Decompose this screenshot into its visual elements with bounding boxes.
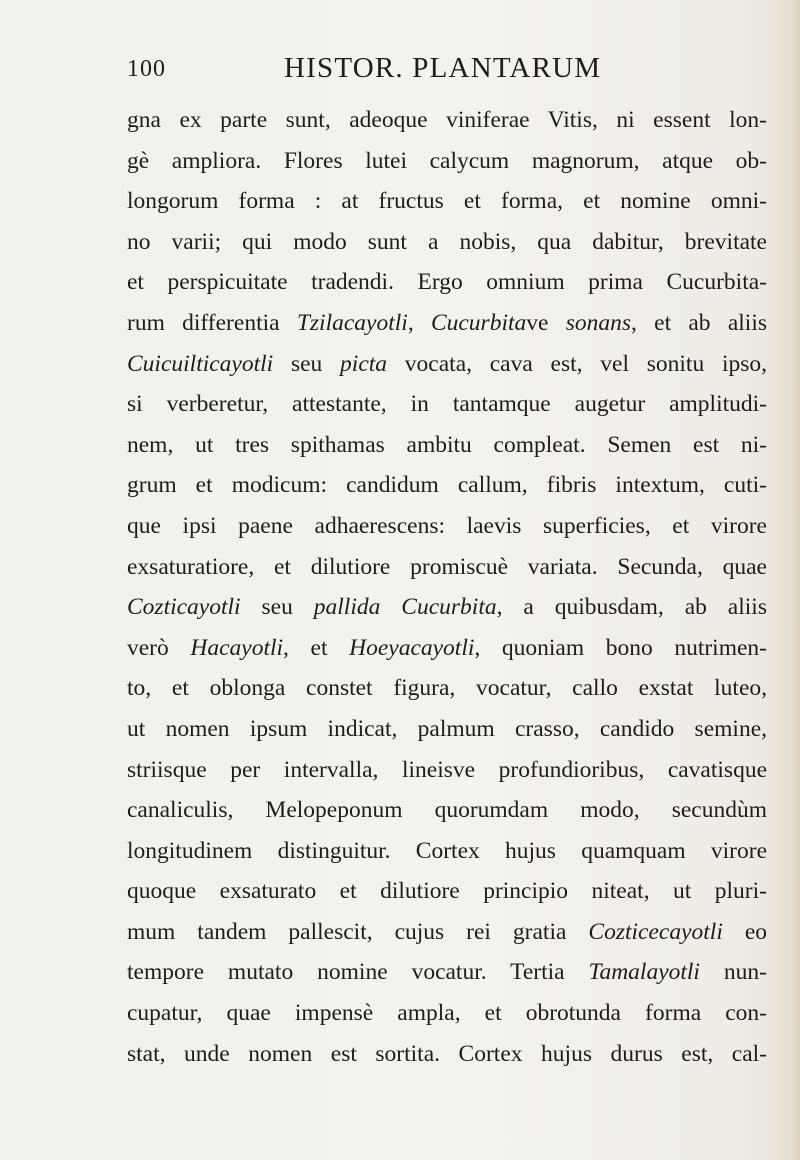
text-line [127,912,767,953]
running-title: HISTOR. PLANTARUM [284,52,602,84]
text-line [127,425,767,466]
italic-term: Cucurbita [430,309,527,336]
text-segment: , a quibusdam, ab aliis [496,594,767,621]
text-line [127,587,767,628]
text-segment: seu [240,594,314,621]
text-line [127,871,767,912]
text-segment: striisque per intervalla, lineisve profundioribus, cavatisque [127,756,767,783]
text-line [127,628,767,669]
text-segment: cupatur, quae impensè ampla, et obrotunda forma con- [127,1000,767,1027]
text-line [127,222,767,263]
text-segment: nun- [699,959,767,986]
text-line [127,344,767,385]
text-segment: canaliculis, Melopeponum quorumdam modo, secundùm [127,797,767,824]
italic-term: Hoeyacayotli [349,634,475,661]
text-segment: , quoniam bono nutrimen- [474,634,767,661]
text-line [127,141,767,182]
text-segment: nem, ut tres spithamas ambitu compleat. Semen est ni- [127,431,767,458]
text-segment: to, et oblonga constet figura, vocatur, callo exstat luteo, [127,675,767,702]
text-segment: vocata, cava est, vel sonitu ipso, [387,350,767,377]
italic-term: Tzilacayotli [296,309,408,336]
italic-term: Tamalayotli [588,959,700,986]
text-segment: eo [722,918,767,945]
page-number: 100 [127,56,166,82]
text-segment: , [407,309,431,336]
text-segment: rum differentia [127,309,297,336]
text-segment: stat, unde nomen est sortita. Cortex hujus durus est, cal- [127,1040,767,1067]
text-line [127,181,767,222]
text-segment: grum et modicum: candidum callum, fibris intextum, cuti- [127,472,767,499]
text-line [127,952,767,993]
text-segment: et perspicuitate tradendi. Ergo omnium prima Cucurbita- [127,269,767,296]
text-line [127,384,767,425]
body-text [127,100,767,1074]
text-line [127,100,767,141]
text-line [127,668,767,709]
text-line [127,547,767,588]
text-segment: longorum forma : at fructus et forma, et nomine omni- [127,188,767,215]
text-segment: seu [273,350,341,377]
italic-term: sonans [565,309,632,336]
text-line [127,506,767,547]
text-line [127,262,767,303]
text-segment: quoque exsaturato et dilutiore principio niteat, ut pluri- [127,878,767,905]
text-line [127,790,767,831]
text-segment: gna ex parte sunt, adeoque viniferae Vitis, ni essent lon- [127,107,767,133]
text-segment: no varii; qui modo sunt a nobis, qua dabitur, brevitate [127,228,767,255]
italic-term: Hacayotli [190,634,284,661]
text-line [127,303,767,344]
page-header [0,52,800,92]
text-segment: gè ampliora. Flores lutei calycum magnorum, atque ob- [127,147,767,174]
text-segment: exsaturatiore, et dilutiore promiscuè variata. Secunda, quae [127,553,767,580]
text-segment: mum tandem pallescit, cujus rei gratia [127,918,589,945]
text-segment: si verberetur, attestante, in tantamque augetur amplitudi- [127,391,767,418]
text-line [127,750,767,791]
italic-term: Cuicuilticayotli [127,350,274,377]
text-line [127,831,767,872]
text-segment: ut nomen ipsum indicat, palmum crasso, candido semine, [127,715,767,742]
text-segment: tempore mutato nomine vocatur. Tertia [127,959,589,986]
text-segment: , et ab aliis [631,309,767,336]
text-segment: , et [283,634,350,661]
text-segment: que ipsi paene adhaerescens: laevis superficies, et virore [127,512,767,539]
text-line [127,709,767,750]
italic-term: Cozticayotli [127,594,241,621]
text-line [127,993,767,1034]
text-segment: ve [526,309,566,336]
page-edge-stain [774,0,800,1160]
text-line [127,1034,767,1075]
text-segment: longitudinem distinguitur. Cortex hujus quamquam virore [127,837,767,864]
italic-term: picta [340,350,388,377]
italic-term: Cozticecayotli [588,918,723,945]
text-line [127,465,767,506]
text-segment: verò [127,634,191,661]
italic-term: pallida Cucurbita [313,594,497,621]
